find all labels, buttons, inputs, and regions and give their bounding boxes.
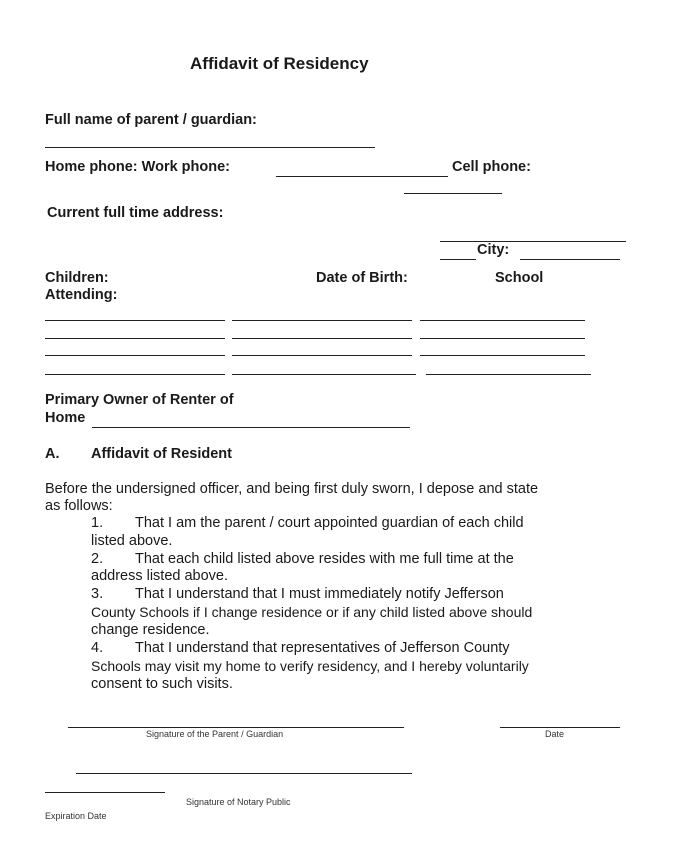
child-school-line[interactable] xyxy=(420,338,585,339)
dob-label: Date of Birth: xyxy=(316,270,408,286)
child-dob-line[interactable] xyxy=(232,320,412,321)
expiration-caption: Expiration Date xyxy=(45,811,107,821)
attending-label: Attending: xyxy=(45,287,118,303)
item-text: listed above. xyxy=(91,533,173,549)
child-dob-line[interactable] xyxy=(232,338,412,339)
item-text: change residence. xyxy=(91,622,210,638)
address-line[interactable] xyxy=(440,241,626,242)
cell-phone-line[interactable] xyxy=(404,193,502,194)
owner-line[interactable] xyxy=(92,427,410,428)
school-label: School xyxy=(495,270,544,286)
expiration-line[interactable] xyxy=(45,792,165,793)
item-text: consent to such visits. xyxy=(91,676,233,692)
parent-name-line[interactable] xyxy=(45,147,375,148)
item-text: Schools may visit my home to verify residency, and I hereby voluntarily xyxy=(91,658,529,674)
item-text: address listed above. xyxy=(91,568,229,584)
owner-label-2: Home xyxy=(45,410,86,426)
item-text: That I understand that I must immediately notify Jefferson xyxy=(135,586,504,602)
cell-phone-label: Cell phone: xyxy=(452,159,531,175)
child-name-line[interactable] xyxy=(45,320,225,321)
parent-name-label: Full name of parent / guardian: xyxy=(45,112,257,128)
city-label: City: xyxy=(477,242,510,258)
address-label: Current full time address: xyxy=(47,205,224,221)
work-phone-line[interactable] xyxy=(276,176,448,177)
item-number: 3. xyxy=(91,586,104,602)
item-text: County Schools if I change residence or if any child listed above should xyxy=(91,604,533,620)
notary-caption: Signature of Notary Public xyxy=(186,797,291,807)
child-school-line[interactable] xyxy=(420,320,585,321)
document-title: Affidavit of Residency xyxy=(190,54,369,73)
child-name-line[interactable] xyxy=(45,338,225,339)
child-name-line[interactable] xyxy=(45,355,225,356)
item-text: That each child listed above resides with me full time at the xyxy=(135,551,514,567)
parent-signature-line[interactable] xyxy=(68,727,404,728)
date-caption: Date xyxy=(545,729,565,739)
phone-label: Home phone: Work phone: xyxy=(45,159,231,175)
item-text: That I am the parent / court appointed guardian of each child xyxy=(135,515,524,531)
child-name-line[interactable] xyxy=(45,374,225,375)
parent-signature-caption: Signature of the Parent / Guardian xyxy=(146,729,284,739)
item-number: 4. xyxy=(91,640,104,656)
notary-signature-line[interactable] xyxy=(76,773,412,774)
date-line[interactable] xyxy=(500,727,620,728)
intro-text-2: as follows: xyxy=(45,498,113,514)
section-heading: Affidavit of Resident xyxy=(91,446,232,462)
owner-label: Primary Owner of Renter of xyxy=(45,392,234,408)
item-number: 2. xyxy=(91,551,104,567)
item-number: 1. xyxy=(91,515,104,531)
child-school-line[interactable] xyxy=(420,355,585,356)
intro-text: Before the undersigned officer, and being first duly sworn, I depose and state xyxy=(45,481,539,497)
address-line-2[interactable] xyxy=(440,259,476,260)
item-text: That I understand that representatives of Jefferson County xyxy=(135,640,510,656)
section-letter: A. xyxy=(45,446,60,462)
children-label: Children: xyxy=(45,270,109,286)
child-school-line[interactable] xyxy=(426,374,591,375)
child-dob-line[interactable] xyxy=(232,374,416,375)
child-dob-line[interactable] xyxy=(232,355,412,356)
city-line[interactable] xyxy=(520,259,620,260)
